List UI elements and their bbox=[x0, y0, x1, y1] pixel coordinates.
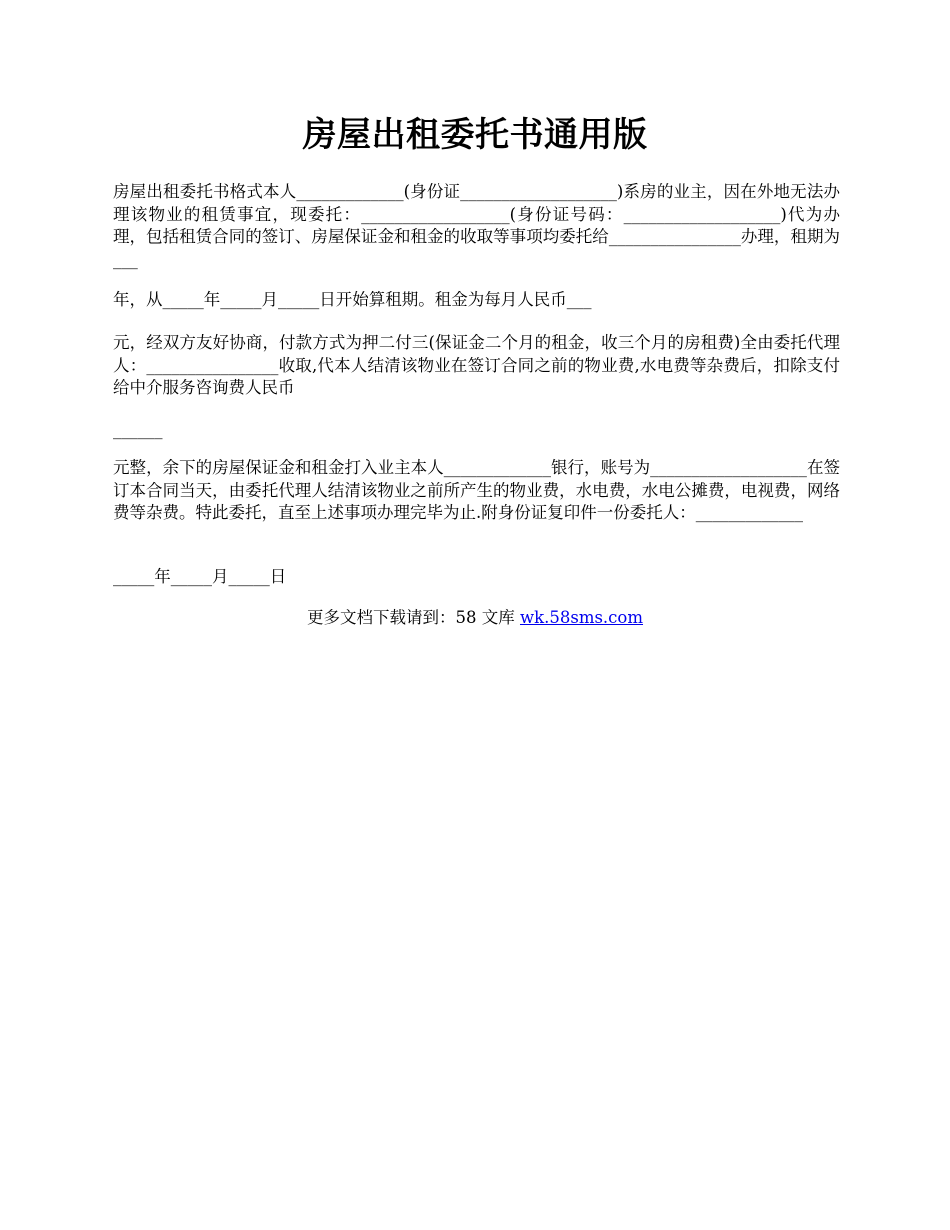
paragraph-principal-info: 房屋出租委托书格式本人_____________(身份证___________________)系房的业主，因在外地无法办理该物业的租赁事宜，现委托：__________________(身份证号码：___________________)代为办理，包括租赁合同的签订、房屋保证金和租金的收取等事项均委托给________________办理，租期为___ bbox=[113, 182, 840, 269]
document-title: 房屋出租委托书通用版 bbox=[302, 115, 648, 155]
paragraph-lease-start: 年，从_____年_____月_____日开始算租期。租金为每月人民币___ bbox=[113, 290, 592, 309]
paragraph-payment-terms: 元，经双方友好协商，付款方式为押二付三(保证金二个月的租金，收三个月的房租费)全由委托代理人：________________收取,代本人结清该物业在签订合同之前的物业费,水电费等杂费后，扣除支付给中介服务咨询费人民币 bbox=[113, 333, 840, 397]
paragraph-signature-date: _____年_____月_____日 bbox=[113, 567, 287, 586]
footer-link[interactable]: wk.58sms.com bbox=[519, 608, 643, 627]
paragraph-fee-blank: ______ bbox=[113, 420, 163, 439]
footer bbox=[0, 607, 950, 629]
footer-text: 更多文档下载请到：58 文库 bbox=[306, 608, 520, 627]
paragraph-deposit-account: 元整，余下的房屋保证金和租金打入业主本人_____________银行，账号为___________________在签订本合同当天，由委托代理人结清该物业之前所产生的物业费，水电费，水电公摊费，电视费，网络费等杂费。特此委托，直至上述事项办理完毕为止.附身份证复印件一份委托人：_____________ bbox=[113, 458, 840, 522]
